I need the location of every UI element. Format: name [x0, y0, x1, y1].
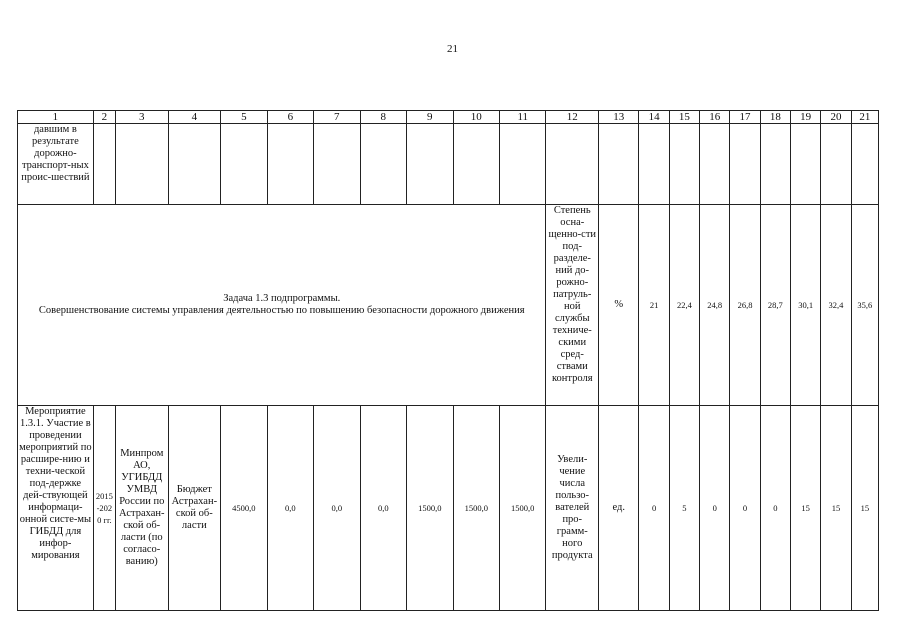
- value-cell: 21: [639, 205, 669, 406]
- executor-cell: Минпром АО, УГИБДД УМВД России по Астрахан-ской об-ласти (по согласо-ванию): [116, 406, 169, 611]
- value-cell: 22,4: [669, 205, 699, 406]
- column-header: 19: [791, 111, 821, 124]
- column-header: 20: [821, 111, 851, 124]
- value-cell: 32,4: [821, 205, 851, 406]
- table-row: [18, 406, 879, 611]
- value-cell: 5: [669, 406, 699, 611]
- value-cell: 30,1: [791, 205, 821, 406]
- unit-cell: %: [599, 205, 639, 406]
- indicator-cell: Степень осна-щенно-сти под-разделе-ний до-рожно-патруль-ной службы техниче-скими сред-ствами контроля: [546, 205, 599, 406]
- unit-cell: ед.: [599, 406, 639, 611]
- finance-cell: 0,0: [267, 406, 313, 611]
- task-title-cell: [18, 205, 546, 406]
- column-header: 16: [700, 111, 730, 124]
- column-header: 18: [760, 111, 790, 124]
- measure-continuation-cell: давшим в результате дорожно-транспорт-ных проис-шествий: [18, 124, 94, 205]
- value-cell: 0: [730, 406, 760, 611]
- value-cell: 0: [700, 406, 730, 611]
- finance-cell: 1500,0: [453, 406, 499, 611]
- column-header: 7: [314, 111, 360, 124]
- value-cell: 0: [760, 406, 790, 611]
- indicator-cell: Увели-чение числа пользо-вателей про-грамм-ного продукта: [546, 406, 599, 611]
- column-header: 15: [669, 111, 699, 124]
- value-cell: 0: [639, 406, 669, 611]
- value-cell: 28,7: [760, 205, 790, 406]
- column-header: 12: [546, 111, 599, 124]
- column-header: 9: [407, 111, 453, 124]
- finance-cell: 1500,0: [500, 406, 546, 611]
- source-cell: Бюджет Астрахан-ской об-ласти: [168, 406, 221, 611]
- period-cell: 2015-2020 гг.: [93, 406, 115, 611]
- value-cell: 35,6: [851, 205, 878, 406]
- finance-cell: 1500,0: [407, 406, 453, 611]
- column-header: 4: [168, 111, 221, 124]
- measure-name-cell: Мероприятие 1.3.1. Участие в проведении мероприятий по расшире-нию и техни-ческой под-держке дей-ствующей информаци-онной систе-мы ГИБДД для инфор-мирования: [18, 406, 94, 611]
- column-header: 13: [599, 111, 639, 124]
- value-cell: 24,8: [700, 205, 730, 406]
- task-subtitle: Совершенствование системы управления деятельностью по повышению безопасности дорожного движения: [38, 305, 525, 316]
- program-table: [17, 110, 879, 611]
- table-row: [18, 205, 879, 406]
- column-header: 8: [360, 111, 406, 124]
- finance-cell: 4500,0: [221, 406, 267, 611]
- table-row: [18, 124, 879, 205]
- column-header: 5: [221, 111, 267, 124]
- finance-cell: 0,0: [314, 406, 360, 611]
- column-header: 21: [851, 111, 878, 124]
- value-cell: 15: [791, 406, 821, 611]
- column-header: 14: [639, 111, 669, 124]
- value-cell: 15: [851, 406, 878, 611]
- column-header: 3: [116, 111, 169, 124]
- column-header: 2: [93, 111, 115, 124]
- value-cell: 15: [821, 406, 851, 611]
- column-header: 11: [500, 111, 546, 124]
- column-header: 17: [730, 111, 760, 124]
- column-header: 10: [453, 111, 499, 124]
- finance-cell: 0,0: [360, 406, 406, 611]
- column-header: 1: [18, 111, 94, 124]
- task-title: Задача 1.3 подпрограммы.: [223, 293, 341, 304]
- page-number: 21: [447, 43, 458, 55]
- value-cell: 26,8: [730, 205, 760, 406]
- column-header: 6: [267, 111, 313, 124]
- header-row: [18, 111, 879, 124]
